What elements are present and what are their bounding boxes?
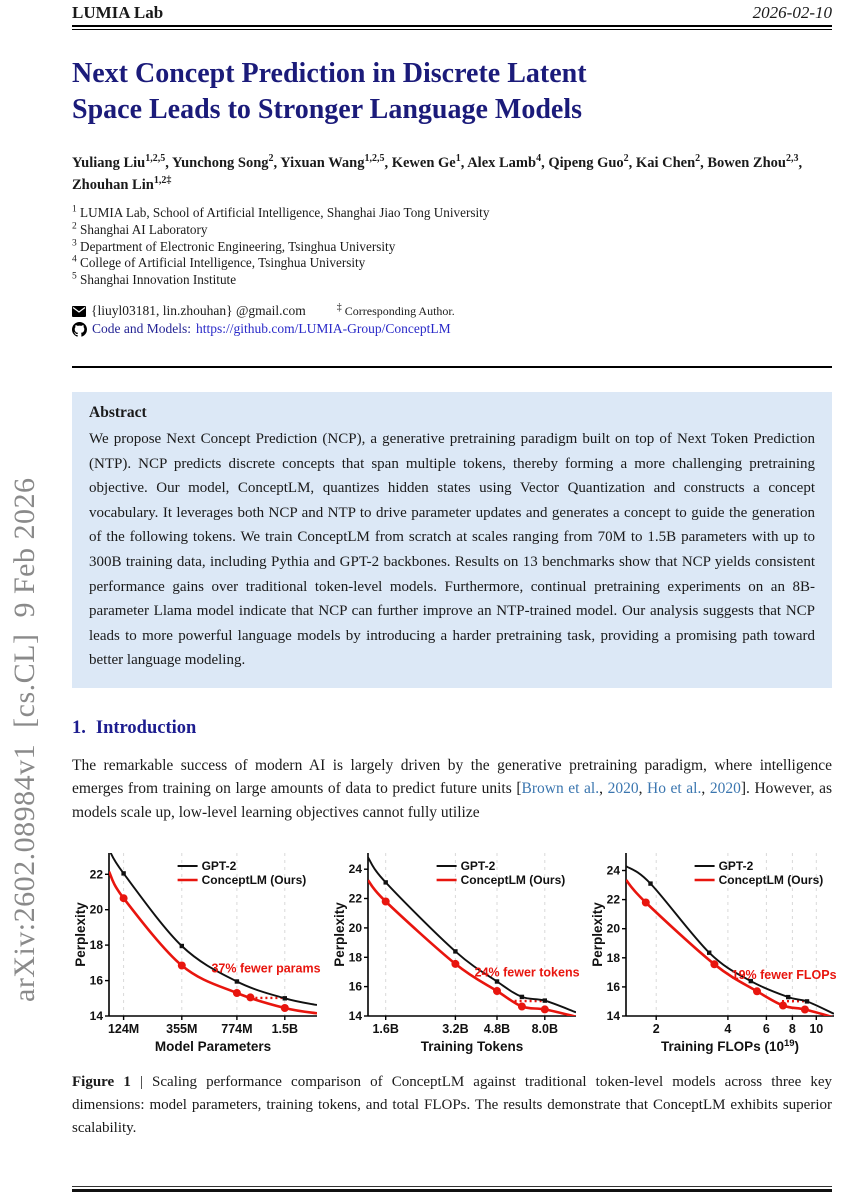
legend-label: ConceptLM (Ours)	[718, 873, 824, 888]
data-point	[779, 1002, 787, 1010]
data-point	[805, 1000, 809, 1004]
series-curve-conceptlm	[626, 880, 834, 1018]
data-point	[710, 961, 718, 969]
paper-title-line1: Next Concept Prediction in Discrete Latent	[72, 58, 587, 89]
y-tick-label: 14	[348, 1009, 362, 1024]
citation-link[interactable]: Brown et al.	[521, 780, 600, 798]
header-lab: LUMIA Lab	[72, 3, 164, 22]
bottom-rule	[72, 1186, 832, 1192]
y-tick-label: 24	[606, 863, 620, 878]
x-tick-label: 8	[788, 1022, 796, 1037]
x-tick-label: 355M	[166, 1022, 198, 1037]
text-run: ,	[599, 780, 608, 798]
x-tick-label: 3.2B	[441, 1022, 469, 1037]
author: Yuliang Liu$^{1,2,5}$	[72, 153, 166, 171]
y-tick-label: 22	[348, 891, 362, 906]
author: Kewen Ge$^1$	[391, 153, 461, 171]
citation-link[interactable]: 2020	[607, 780, 639, 798]
data-point	[246, 994, 254, 1002]
header-rule	[72, 25, 832, 30]
x-axis-label: Training Tokens	[420, 1039, 523, 1055]
annotation: 24% fewer tokens	[474, 965, 580, 980]
text-run: ,	[638, 780, 648, 798]
email-text: {liuyl03181, lin.zhouhan} @gmail.com	[91, 302, 306, 318]
code-label: Code and Models:	[92, 321, 191, 337]
data-point	[753, 988, 761, 996]
figure-charts	[72, 849, 842, 1062]
y-tick-label: 22	[606, 893, 620, 908]
affiliation-item: $^3$ Department of Electronic Engineering, Tsinghua University	[72, 238, 396, 254]
contact-block	[72, 302, 832, 339]
chart-training-tokens	[331, 849, 584, 1062]
y-tick-label: 20	[348, 921, 362, 936]
caption-label: Figure 1	[72, 1074, 131, 1091]
author: Bowen Zhou$^{2,3}$	[707, 153, 799, 171]
affiliation-item: $^4$ College of Artificial Intelligence, Tsinghua University	[72, 255, 366, 271]
x-tick-label: 1.5B	[271, 1022, 299, 1037]
annotation: 19% fewer FLOPs	[731, 968, 837, 983]
text-run: ,	[701, 780, 710, 798]
header-date: 2026-02-10	[752, 3, 832, 22]
section-title: Introduction	[95, 717, 197, 738]
y-tick-label: 20	[606, 922, 620, 937]
data-point	[381, 898, 389, 906]
caption-separator: |	[130, 1074, 153, 1091]
y-axis-label: Perplexity	[73, 902, 88, 968]
intro-paragraph	[72, 754, 832, 825]
y-tick-label: 14	[606, 1009, 620, 1024]
data-point	[519, 995, 523, 999]
legend	[178, 859, 307, 887]
paper-title	[72, 56, 832, 128]
affiliation-item: $^2$ Shanghai AI Laboratory	[72, 221, 208, 237]
section-heading	[72, 718, 832, 739]
data-point	[786, 995, 790, 999]
arxiv-watermark: arXiv:2602.08984v1 [cs.CL] 9 Feb 2026	[8, 477, 41, 1002]
chart-training-flops	[589, 849, 842, 1062]
y-tick-label: 18	[348, 950, 362, 965]
section-number: 1.	[72, 717, 86, 738]
data-point	[642, 899, 650, 907]
page-header	[72, 0, 832, 23]
y-tick-label: 16	[348, 980, 362, 995]
y-tick-label: 14	[89, 1009, 103, 1024]
x-tick-label: 6	[762, 1022, 770, 1037]
data-point	[707, 951, 711, 955]
legend-label: ConceptLM (Ours)	[460, 873, 565, 888]
text-run: ]. However, as models scale up, low-level learning objectives cannot fully utilize	[72, 780, 832, 821]
legend-label: GPT-2	[460, 859, 495, 874]
series-curve-gpt2	[626, 867, 834, 1015]
abstract-box	[72, 392, 832, 688]
x-tick-label: 1.6B	[371, 1022, 399, 1037]
paper-title-line2: Space Leads to Stronger Language Models	[72, 94, 582, 125]
author: Kai Chen$^2$	[635, 153, 701, 171]
code-row	[72, 320, 832, 339]
y-tick-label: 18	[606, 951, 620, 966]
y-tick-label: 18	[89, 938, 103, 953]
author: Alex Lamb$^4$	[467, 153, 542, 171]
abstract-heading: Abstract	[89, 403, 147, 421]
legend-label: GPT-2	[201, 859, 237, 874]
x-tick-label: 4.8B	[483, 1022, 510, 1037]
data-point	[235, 980, 239, 984]
data-point	[540, 1006, 548, 1014]
y-axis-label: Perplexity	[331, 902, 347, 968]
data-point	[178, 962, 186, 970]
x-axis-label: Training FLOPs $(10^{19})$	[660, 1038, 800, 1055]
data-point	[648, 882, 652, 886]
data-point	[453, 950, 457, 954]
data-point	[517, 1003, 525, 1011]
y-tick-label: 22	[89, 867, 103, 882]
data-point	[120, 895, 128, 903]
annotation: 37% fewer params	[211, 962, 321, 977]
affiliation-item: $^1$ LUMIA Lab, School of Artificial Intelligence, Shanghai Jiao Tong University	[72, 204, 490, 220]
author: Qipeng Guo$^2$	[548, 153, 629, 171]
y-tick-label: 20	[89, 903, 103, 918]
affiliation-list	[72, 205, 832, 289]
paper-content	[72, 0, 837, 1155]
abstract-text: We propose Next Concept Prediction (NCP), a generative pretraining paradigm built on top of Next Token Prediction (NTP). NCP predicts discrete concepts that span multiple tokens, thereby forming a more challenging pretraining objective. Our model, ConceptLM, quantizes hidden states using Vector Quantization and constructs a concept vocabulary. It leverages both NCP and NTP to drive parameter updates and generates a concept to guide the generation of the following tokens. We train ConceptLM from scratch at scales ranging from 70M to 1.5B parameters with up to 300B training data, including Pythia and GPT-2 backbones. Results on 13 benchmarks show that NCP yields consistent performance gains over traditional token-level models. Furthermore, continual pretraining experiments on an 8B-parameter Llama model indicate that NCP can further improve an NTP-trained model. Our analysis suggests that NCP leads to more powerful language models by introducing a harder pretraining task, providing a promising path toward better language modeling.	[89, 430, 815, 669]
data-point	[801, 1006, 809, 1014]
data-point	[281, 1004, 289, 1012]
legend	[695, 859, 824, 887]
citation-link[interactable]: Ho et al.	[647, 780, 702, 798]
x-tick-label: 2	[652, 1022, 660, 1037]
x-tick-label: 774M	[221, 1022, 253, 1037]
data-point	[494, 980, 498, 984]
x-tick-label: 4	[724, 1022, 732, 1037]
series-curve-conceptlm	[109, 872, 317, 1014]
series-curve-conceptlm	[368, 881, 576, 1018]
legend-label: GPT-2	[718, 859, 754, 874]
y-axis-label: Perplexity	[590, 902, 605, 968]
y-tick-label: 24	[348, 862, 362, 877]
author-list: Yuliang Liu$^{1,2,5}$, Yunchong Song$^2$, Yixuan Wang$^{1,2,5}$, Kewen Ge$^1$, Alex Lamb$^4$, Qipeng Guo$^2$, Kai Chen$^2$, Bowen Zhou$^{2,3}$, Zhouhan Lin$^{1,2\ddagger}$	[72, 153, 803, 193]
code-link[interactable]: https://github.com/LUMIA-Group/ConceptLM	[196, 321, 451, 337]
legend-label: ConceptLM (Ours)	[201, 873, 307, 888]
data-point	[383, 881, 387, 885]
affiliation-item: $^5$ Shanghai Innovation Institute	[72, 271, 237, 288]
data-point	[121, 872, 125, 876]
divider-rule	[72, 366, 832, 368]
text-run: The remarkable success of modern AI is largely driven by the generative pretraining paradigm, where intelligence emerges from training on large amounts of data to predict future units [	[72, 756, 832, 798]
x-tick-label: 10	[809, 1022, 824, 1037]
corresponding-marker: ‡ Corresponding Author.	[336, 301, 455, 318]
corresponding-note: Corresponding Author.	[344, 303, 455, 318]
data-point	[493, 987, 501, 995]
author: Zhouhan Lin$^{1,2\ddagger}$	[72, 175, 172, 193]
github-icon	[72, 322, 87, 337]
author: Yunchong Song$^2$	[171, 153, 274, 171]
data-point	[451, 960, 459, 968]
chart-model-params	[72, 849, 325, 1062]
author: Yixuan Wang$^{1,2,5}$	[280, 153, 385, 171]
citation-link[interactable]: 2020	[709, 780, 741, 798]
data-point	[283, 997, 287, 1001]
data-point	[233, 989, 241, 997]
x-tick-label: 8.0B	[531, 1022, 558, 1037]
x-tick-label: 124M	[107, 1022, 140, 1037]
data-point	[180, 944, 184, 948]
figure-caption	[72, 1071, 832, 1140]
caption-text: Scaling performance comparison of ConceptLM against traditional token-level models across three key dimensions: model parameters, training tokens, and total FLOPs. The results demonstrate that ConceptLM exhibits superior scalability.	[72, 1074, 832, 1137]
legend	[436, 859, 565, 887]
y-tick-label: 16	[606, 980, 620, 995]
x-axis-label: Model Parameters	[154, 1039, 272, 1055]
data-point	[542, 999, 546, 1003]
envelope-icon	[72, 306, 86, 317]
y-tick-label: 16	[89, 974, 103, 989]
email-row	[72, 302, 832, 321]
